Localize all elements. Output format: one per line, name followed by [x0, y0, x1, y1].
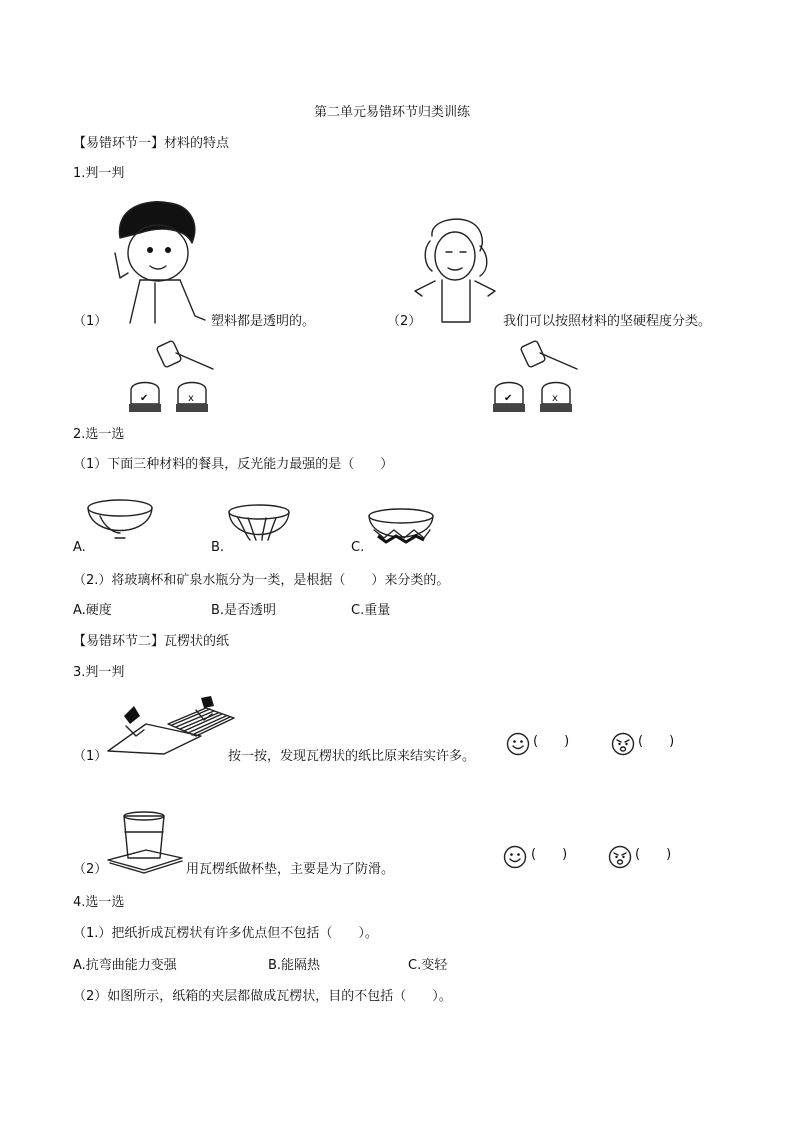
q3-item2-text: 用瓦楞纸做杯垫，主要是为了防滑。: [186, 862, 395, 877]
q1-item2-number: （2）: [387, 314, 422, 329]
angry-face-icon: [608, 845, 632, 869]
q2-option-b: B.: [211, 540, 225, 555]
q4-sub1-text: （1.）把纸折成瓦楞状有许多优点但不包括（ ）。: [73, 926, 378, 941]
wooden-bowl-icon: [226, 502, 292, 552]
hammer-icon: [158, 337, 218, 377]
q1-item1-number: （1）: [73, 314, 108, 329]
q4-sub1-option-b: B.能隔热: [268, 958, 321, 973]
smiley-face-icon: [506, 732, 530, 756]
true-mark: ✔: [504, 393, 513, 404]
q2-option-c: C.: [351, 540, 365, 555]
true-mark: ✔: [140, 393, 149, 404]
q2-sub2-option-b: B.是否透明: [211, 603, 277, 618]
q2-option-a: A.: [73, 540, 86, 555]
paper-press-illustration: [106, 696, 236, 758]
q4-sub1-option-c: C.变轻: [408, 958, 448, 973]
smiley-face-icon: [503, 845, 527, 869]
q1-item1-text: 塑料都是透明的。: [211, 314, 316, 329]
q3-item1-false-answer[interactable]: ( ): [638, 734, 675, 749]
metal-bowl-icon: [85, 498, 155, 548]
page-title: 第二单元易错环节归类训练: [314, 105, 471, 120]
false-mark: x: [188, 393, 194, 404]
hammer-icon: [522, 337, 582, 377]
q3-label: 3.判一判: [73, 665, 125, 680]
boy-illustration: [100, 198, 210, 328]
q3-item2-false-answer[interactable]: ( ): [635, 847, 672, 862]
false-mark: x: [552, 393, 558, 404]
section1-heading: 【易错环节一】材料的特点: [73, 136, 230, 151]
old-man-illustration: [410, 216, 505, 326]
q1-item2-text: 我们可以按照材料的坚硬程度分类。: [503, 314, 712, 329]
q3-item1-number: （1）: [73, 749, 108, 764]
q4-label: 4.选一选: [73, 895, 125, 910]
angry-face-icon: [611, 732, 635, 756]
q4-sub2-text: （2）如图所示，纸箱的夹层都做成瓦楞状，目的不包括（ ）。: [73, 989, 452, 1004]
ceramic-bowl-icon: [366, 506, 436, 554]
q2-sub2-option-c: C.重量: [351, 603, 391, 618]
q3-item2-number: （2）: [73, 862, 108, 877]
q3-item1-true-answer[interactable]: ( ): [533, 734, 570, 749]
q3-item1-text: 按一按，发现瓦楞状的纸比原来结实许多。: [228, 749, 476, 764]
q4-sub1-option-a: A.抗弯曲能力变强: [73, 958, 177, 973]
q3-item2-true-answer[interactable]: ( ): [531, 847, 568, 862]
q2-sub2-text: （2.）将玻璃杯和矿泉水瓶分为一类，是根据（ ）来分类的。: [73, 573, 450, 588]
q2-sub2-option-a: A.硬度: [73, 603, 112, 618]
q1-label: 1.判一判: [73, 166, 125, 181]
section2-heading: 【易错环节二】瓦楞状的纸: [73, 634, 230, 649]
glass-on-coaster-illustration: [106, 810, 186, 874]
q2-sub1-text: （1）下面三种材料的餐具，反光能力最强的是（ ）: [73, 457, 394, 472]
q2-label: 2.选一选: [73, 427, 125, 442]
